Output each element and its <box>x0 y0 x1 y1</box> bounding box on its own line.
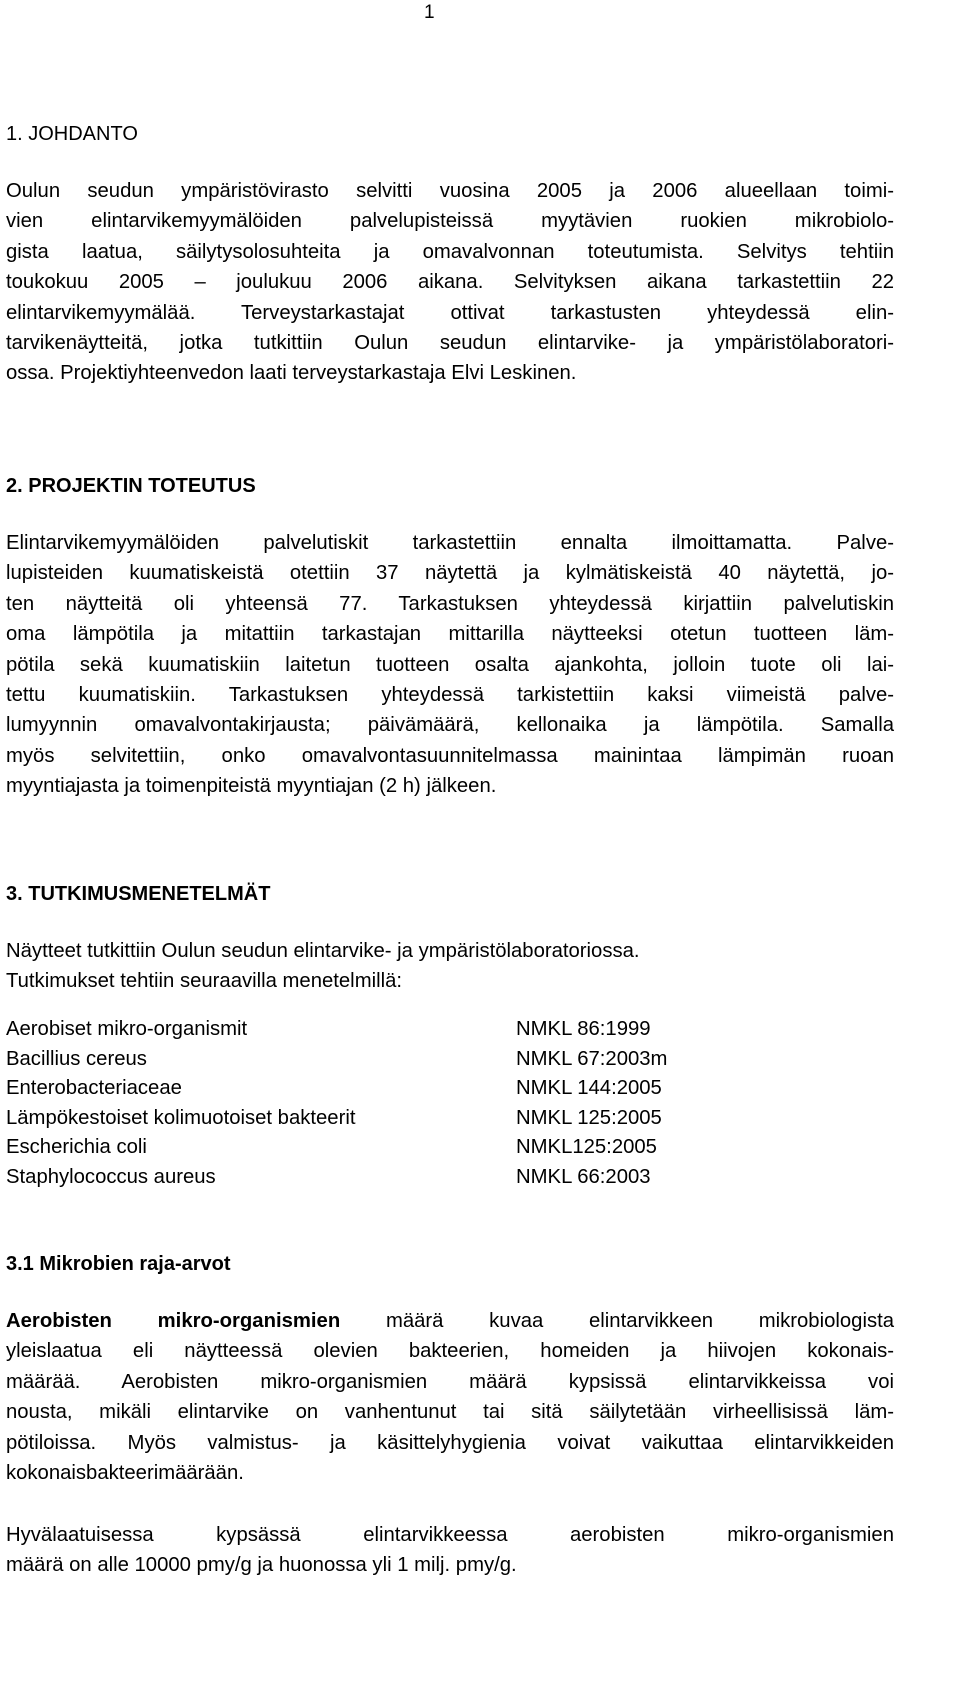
method-row <box>6 1045 726 1075</box>
method-standard: NMKL 67:2003m <box>516 1047 668 1070</box>
text-line: yleislaatua eli näytteessä olevien bakteerien, homeiden ja hiivojen kokonais- <box>6 1340 894 1363</box>
text-line: Oulun seudun ympäristövirasto selvitti vuosina 2005 ja 2006 alueellaan toimi- <box>6 180 894 202</box>
method-row <box>6 1015 726 1045</box>
methods-list <box>6 1015 726 1193</box>
text-line: Hyvälaatuisessa kypsässä elintarvikkeessa aerobisten mikro-organismien <box>6 1524 894 1546</box>
text-line: lumyynnin omavalvontakirjausta; päivämäärä, kellonaika ja lämpötila. Samalla <box>6 714 894 737</box>
paragraph-raja-arvot-2 <box>6 1520 894 1581</box>
text-line: Näytteet tutkittiin Oulun seudun elintarvike- ja ympäristölaboratoriossa. <box>6 940 640 962</box>
method-standard: NMKL125:2005 <box>516 1136 657 1159</box>
method-organism: Enterobacteriaceae <box>6 1077 182 1100</box>
heading-raja-arvot: 3.1 Mikrobien raja-arvot <box>6 1253 231 1275</box>
text-line: oma lämpötila ja mitattiin tarkastajan mittarilla näytteeksi otetun tuotteen läm- <box>6 623 894 646</box>
text-line: lupisteiden kuumatiskeistä otettiin 37 näytettä ja kylmätiskeistä 40 näytettä, jo- <box>6 562 894 585</box>
text-line: vien elintarvikemyymälöiden palvelupisteissä myytävien ruokien mikrobiolo- <box>6 210 894 233</box>
method-standard: NMKL 86:1999 <box>516 1018 651 1040</box>
method-organism: Staphylococcus aureus <box>6 1165 216 1188</box>
text-line: gista laatua, säilytysolosuhteita ja omavalvonnan toteutumista. Selvitys tehtiin <box>6 240 894 263</box>
method-organism: Bacillius cereus <box>6 1047 147 1070</box>
method-row <box>6 1104 726 1134</box>
text-line: määrä on alle 10000 pmy/g ja huonossa yli 1 milj. pmy/g. <box>6 1554 517 1577</box>
text-line: ossa. Projektiyhteenvedon laati terveystarkastaja Elvi Leskinen. <box>6 362 577 385</box>
text-line: Tutkimukset tehtiin seuraavilla menetelmillä: <box>6 970 403 993</box>
text-line: toukokuu 2005 – joulukuu 2006 aikana. Selvityksen aikana tarkastettiin 22 <box>6 271 894 294</box>
text-line: kokonaisbakteerimäärään. <box>6 1461 244 1484</box>
text-line: ten näytteitä oli yhteensä 77. Tarkastuksen yhteydessä kirjattiin palvelutiskin <box>6 592 894 615</box>
text-line: tettu kuumatiskiin. Tarkastuksen yhteydessä tarkistettiin kaksi viimeistä palve- <box>6 683 894 706</box>
method-row <box>6 1133 726 1163</box>
text-line: pötiloissa. Myös valmistus- ja käsittelyhygienia voivat vaikuttaa elintarvikkeiden <box>6 1431 894 1454</box>
text-line <box>6 1306 894 1336</box>
paragraph-johdanto <box>6 176 894 389</box>
paragraph-toteutus <box>6 528 894 802</box>
text-line: pötila sekä kuumatiskiin laitetun tuotteen osalta ajankohta, jolloin tuote oli lai- <box>6 653 894 676</box>
text-line: määrää. Aerobisten mikro-organismien määrä kypsissä elintarvikkeissa voi <box>6 1370 894 1393</box>
text-line: Elintarvikemyymälöiden palvelutiskit tarkastettiin ennalta ilmoittamatta. Palve- <box>6 532 894 554</box>
method-row <box>6 1163 726 1193</box>
heading-toteutus: 2. PROJEKTIN TOTEUTUS <box>6 475 256 497</box>
bold-term: Aerobisten mikro-organismien <box>6 1310 341 1332</box>
text-line: myyntiajasta ja toimenpiteistä myyntiajan (2 h) jälkeen. <box>6 775 497 798</box>
method-organism: Lämpökestoiset kolimuotoiset bakteerit <box>6 1106 356 1129</box>
text-span: määrä kuvaa elintarvikkeen mikrobiologista <box>340 1310 894 1332</box>
page-number: 1 <box>424 2 435 23</box>
paragraph-menetelmat <box>6 936 894 997</box>
text-line: elintarvikemyymälää. Terveystarkastajat ottivat tarkastusten yhteydessä elin- <box>6 301 894 324</box>
method-standard: NMKL 125:2005 <box>516 1106 662 1129</box>
method-standard: NMKL 66:2003 <box>516 1165 651 1188</box>
text-line: nousta, mikäli elintarvike on vanhentunut tai sitä säilytetään virheellisissä läm- <box>6 1401 894 1424</box>
method-standard: NMKL 144:2005 <box>516 1077 662 1100</box>
method-row <box>6 1074 726 1104</box>
paragraph-raja-arvot-1 <box>6 1306 894 1488</box>
method-organism: Escherichia coli <box>6 1136 147 1159</box>
heading-johdanto: 1. JOHDANTO <box>6 123 138 145</box>
text-line: tarvikenäytteitä, jotka tutkittiin Oulun seudun elintarvike- ja ympäristölaboratori- <box>6 331 894 354</box>
heading-menetelmat: 3. TUTKIMUSMENETELMÄT <box>6 883 271 905</box>
method-organism: Aerobiset mikro-organismit <box>6 1018 248 1040</box>
text-line: myös selvitettiin, onko omavalvontasuunnitelmassa mainintaa lämpimän ruoan <box>6 744 894 767</box>
